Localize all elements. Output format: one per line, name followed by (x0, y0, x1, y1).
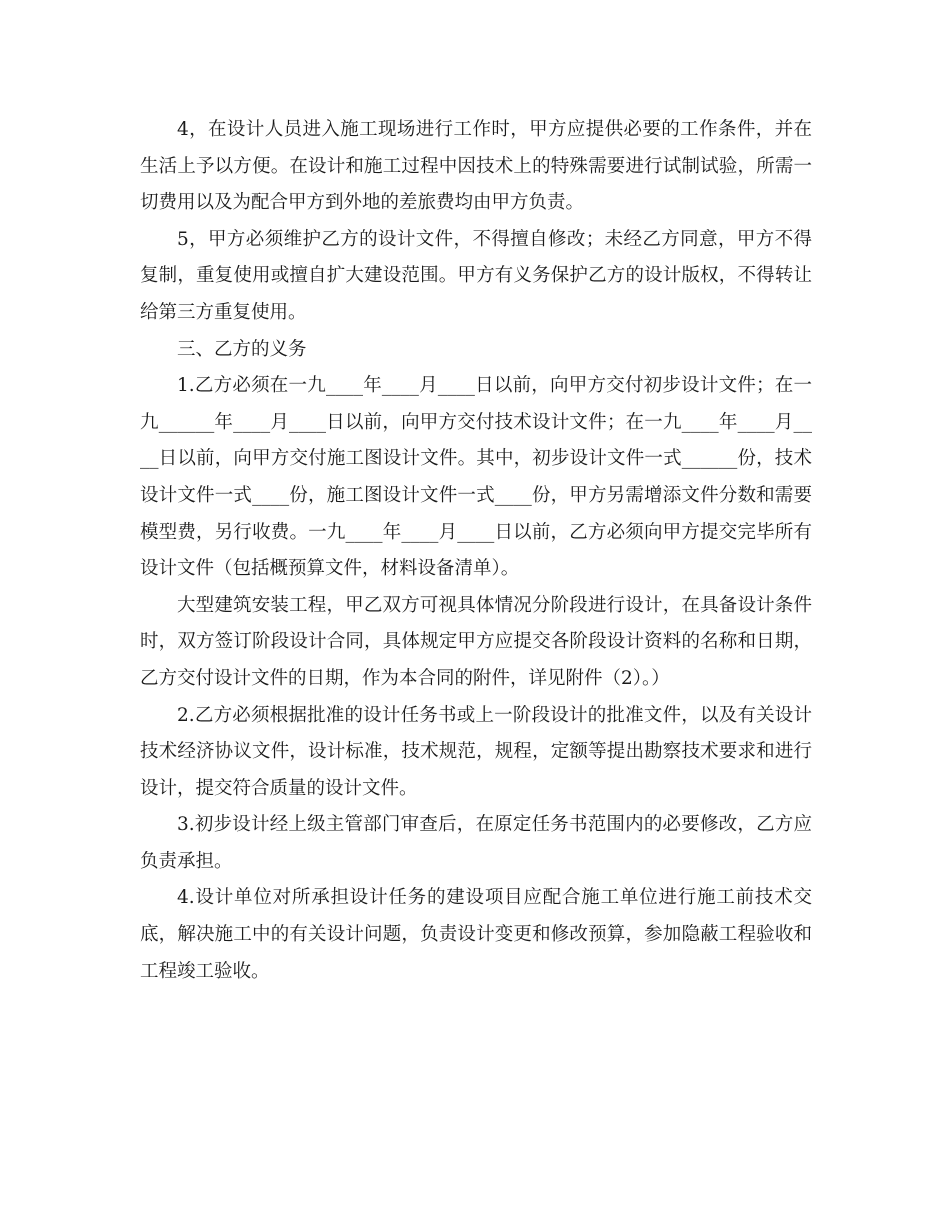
paragraph-clause-2-party-b: 2.乙方必须根据批准的设计任务书或上一阶段设计的批准文件，以及有关设计技术经济协议文件，设计标准，技术规范，规程，定额等提出勘察技术要求和进行设计，提交符合质量的设计文件。 (140, 704, 812, 799)
paragraph-large-projects: 大型建筑安装工程，甲乙双方可视具体情况分阶段进行设计，在具备设计条件时，双方签订阶段设计合同，具体规定甲方应提交各阶段设计资料的名称和日期，乙方交付设计文件的日期，作为本合同的附件，详见附件（2）。） (140, 594, 812, 689)
paragraph-clause-4-party-b: 4.设计单位对所承担设计任务的建设项目应配合施工单位进行施工前技术交底，解决施工中的有关设计问题，负责设计变更和修改预算，参加隐蔽工程验收和工程竣工验收。 (140, 887, 812, 982)
section-heading-party-b-obligations: 三、乙方的义务 (177, 338, 307, 360)
paragraph-clause-5-party-a: 5，甲方必须维护乙方的设计文件，不得擅自修改；未经乙方同意，甲方不得复制，重复使用或擅自扩大建设范围。甲方有义务保护乙方的设计版权，不得转让给第三方重复使用。 (140, 228, 812, 323)
paragraph-clause-4-party-a: 4，在设计人员进入施工现场进行工作时，甲方应提供必要的工作条件，并在生活上予以方便。在设计和施工过程中因技术上的特殊需要进行试制试验，所需一切费用以及为配合甲方到外地的差旅费均由甲方负责。 (140, 119, 812, 214)
document-body (140, 112, 812, 990)
paragraph-clause-3-party-b: 3.初步设计经上级主管部门审查后，在原定任务书范围内的必要修改，乙方应负责承担。 (140, 814, 812, 872)
paragraph-clause-1-party-b: 1.乙方必须在一九____年____月____日以前，向甲方交付初步设计文件；在一九______年____月____日以前，向甲方交付技术设计文件；在一九____年____月____日以前，向甲方交付施工图设计文件。其中，初步设计文件一式______份，技术设计文件一式____份，施工图设计文件一式____份，甲方另需增添文件分数和需要模型费，另行收费。一九____年____月____日以前，乙方必须向甲方提交完毕所有设计文件（包括概预算文件，材料设备清单）。 (140, 375, 812, 580)
